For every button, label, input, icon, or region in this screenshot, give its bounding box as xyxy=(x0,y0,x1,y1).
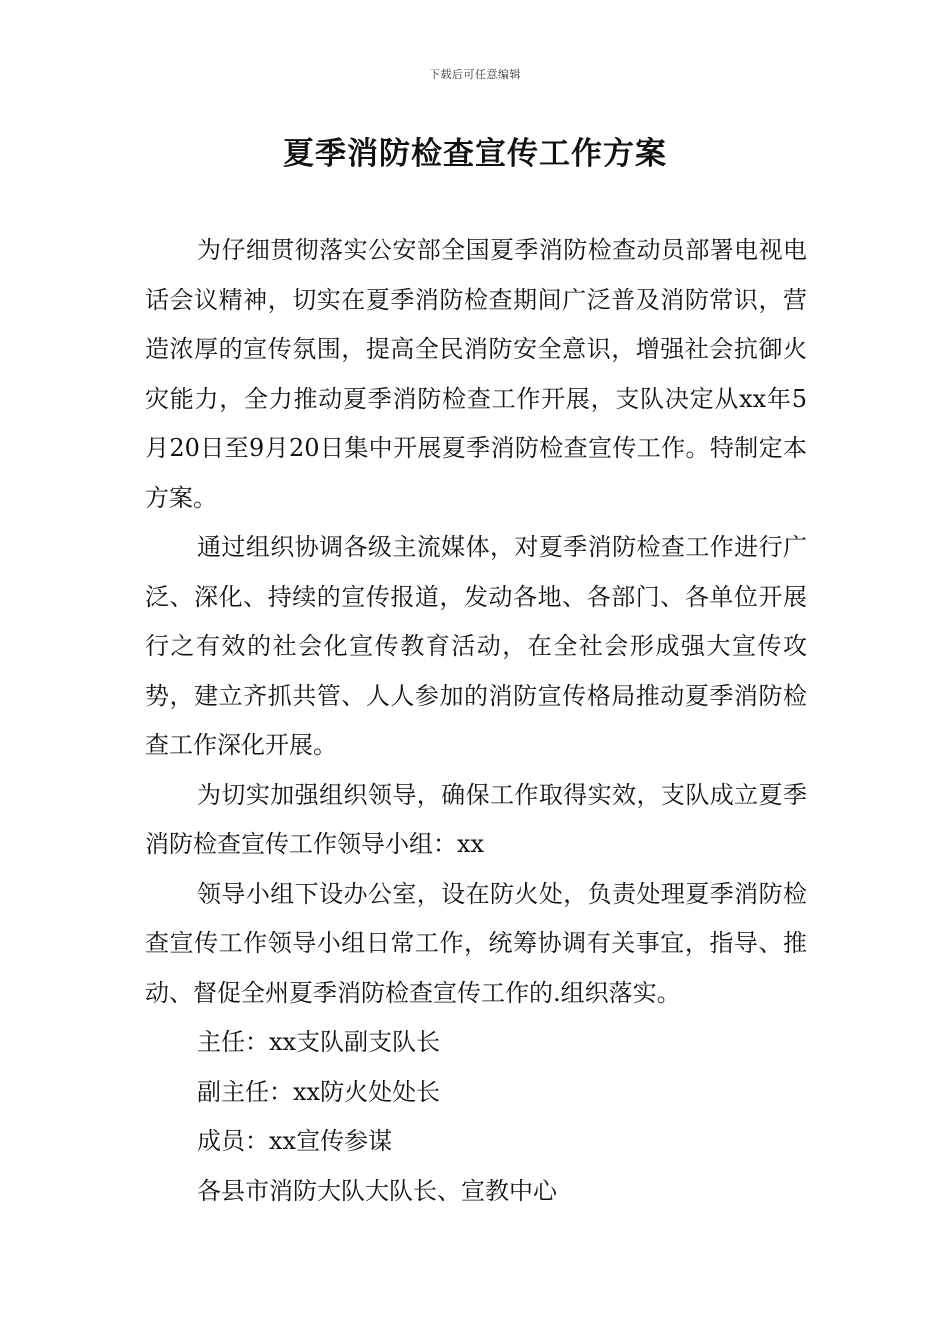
paragraph-goal: 通过组织协调各级主流媒体，对夏季消防检查工作进行广泛、深化、持续的宣传报道，发动各地、各部门、各单位开展行之有效的社会化宣传教育活动，在全社会形成强大宣传攻势，建立齐抓共管、人人参加的消防宣传格局推动夏季消防检查工作深化开展。 xyxy=(145,533,807,759)
document-body xyxy=(145,226,807,1216)
paragraph-county-leaders: 各县市消防大队大队长、宣教中心 xyxy=(197,1176,557,1205)
paragraph-deputy-director: 副主任：xx防火处处长 xyxy=(197,1077,441,1106)
paragraph-director: 主任：xx支队副支队长 xyxy=(197,1028,441,1056)
header-note: 下载后可任意编辑 xyxy=(429,68,521,81)
paragraph-members: 成员：xx宣传参谋 xyxy=(197,1127,393,1155)
paragraph-intro: 为仔细贯彻落实公安部全国夏季消防检查动员部署电视电话会议精神，切实在夏季消防检查期间广泛普及消防常识，营造浓厚的宣传氛围，提高全民消防安全意识，增强社会抗御火灾能力，全力推动夏季消防检查工作开展，支队决定从xx年5月20日至9月20日集中开展夏季消防检查宣传工作。特制定本方案。 xyxy=(145,236,807,512)
document-title: 夏季消防检查宣传工作方案 xyxy=(283,136,667,172)
paragraph-leadership: 为切实加强组织领导，确保工作取得实效，支队成立夏季消防检查宣传工作领导小组：xx xyxy=(145,780,807,858)
paragraph-office: 领导小组下设办公室，设在防火处，负责处理夏季消防检查宣传工作领导小组日常工作，统筹协调有关事宜，指导、推动、督促全州夏季消防检查宣传工作的.组织落实。 xyxy=(145,879,807,1007)
